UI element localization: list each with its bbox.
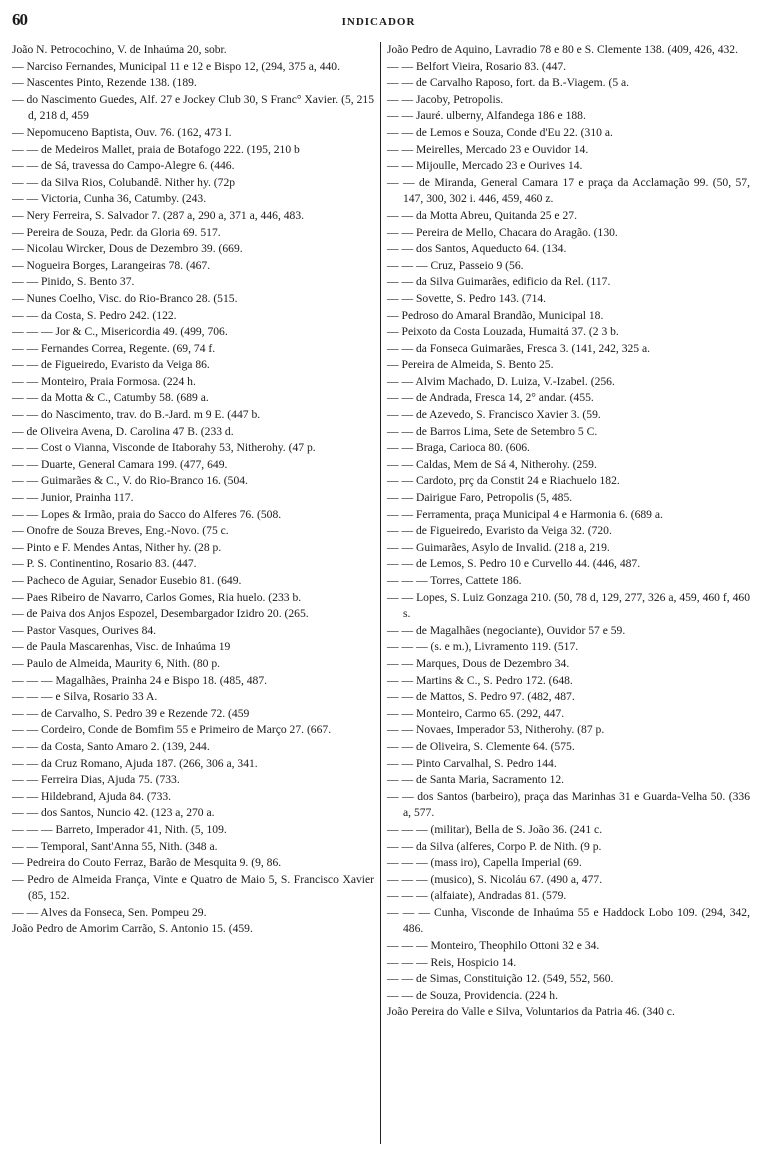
directory-entry: — — Belfort Vieira, Rosario 83. (447. bbox=[387, 59, 567, 73]
directory-entry: — — da Silva (alferes, Corpo P. de Nith. (9 p. bbox=[387, 839, 602, 853]
directory-entry: — — — (alfaiate), Andradas 81. (579. bbox=[387, 889, 567, 903]
directory-entry: — — da Silva Rios, Colubandê. Nither hy. (72p bbox=[12, 175, 236, 189]
directory-entry: — — de Simas, Constituição 12. (549, 552, 560. bbox=[387, 972, 614, 986]
directory-entry: — — de Azevedo, S. Francisco Xavier 3. (59. bbox=[387, 408, 601, 422]
directory-entry: — — de Medeiros Mallet, praia de Botafogo 222. (195, 210 b bbox=[12, 142, 300, 156]
directory-entry: — — Temporal, Sant'Anna 55, Nith. (348 a. bbox=[12, 839, 218, 853]
directory-entry: — — Victoria, Cunha 36, Catumby. (243. bbox=[12, 192, 207, 206]
directory-entry: — — da Cruz Romano, Ajuda 187. (266, 306 a, 341. bbox=[12, 756, 258, 770]
directory-entry: — P. S. Continentino, Rosario 83. (447. bbox=[12, 557, 197, 571]
directory-entry: — Nery Ferreira, S. Salvador 7. (287 a, 290 a, 371 a, 446, 483. bbox=[12, 208, 305, 222]
directory-columns bbox=[12, 42, 750, 1144]
directory-entry: — — Cost o Vianna, Visconde de Itaborahy 53, Nitherohy. (47 p. bbox=[12, 441, 316, 455]
left-column bbox=[12, 42, 381, 1144]
directory-entry: — Paulo de Almeida, Maurity 6, Nith. (80 p. bbox=[12, 656, 221, 670]
directory-entry: — — Pinido, S. Bento 37. bbox=[12, 275, 135, 289]
directory-entry: — de Paiva dos Anjos Espozel, Desembargador Izidro 20. (265. bbox=[12, 607, 309, 621]
directory-entry: — Pedro de Almeida França, Vinte e Quatro de Maio 5, S. Francisco Xavier (85, 152. bbox=[12, 872, 374, 903]
directory-entry: — — — (mass iro), Capella Imperial (69. bbox=[387, 856, 582, 870]
directory-entry: — Nunes Coelho, Visc. do Rio-Branco 28. (515. bbox=[12, 291, 238, 305]
directory-entry: — — — Torres, Cattete 186. bbox=[387, 574, 522, 587]
directory-entry: — — — Magalhães, Prainha 24 e Bispo 18. (485, 487. bbox=[12, 673, 268, 687]
directory-entry: — Pastor Vasques, Ourives 84. bbox=[12, 623, 157, 637]
directory-entry: — — Jacoby, Petropolis. bbox=[387, 92, 504, 106]
directory-entry: — — dos Santos, Aqueducto 64. (134. bbox=[387, 242, 567, 256]
directory-entry: — — Fernandes Correa, Regente. (69, 74 f. bbox=[12, 341, 216, 355]
directory-entry: — — de Mattos, S. Pedro 97. (482, 487. bbox=[387, 690, 575, 704]
directory-entry: — — dos Santos (barbeiro), praça das Marinhas 31 e Guarda-Velha 50. (336 a, 577. bbox=[387, 789, 750, 820]
directory-entry: — — de Figueiredo, Evaristo da Veiga 86. bbox=[12, 358, 210, 372]
directory-entry: — — — Reis, Hospicio 14. bbox=[387, 955, 517, 969]
directory-entry: — — Meirelles, Mercado 23 e Ouvidor 14. bbox=[387, 142, 589, 156]
directory-entry: — — — Cunha, Visconde de Inhaúma 55 e Haddock Lobo 109. (294, 342, 486. bbox=[387, 905, 750, 936]
directory-entry: — — Pereira de Mello, Chacara do Aragão. (130. bbox=[387, 225, 618, 239]
directory-entry: — — Guimarães & C., V. do Rio-Branco 16. (504. bbox=[12, 474, 248, 488]
directory-entry: — Nicolau Wircker, Dous de Dezembro 39. (669. bbox=[12, 242, 243, 256]
directory-entry: João Pereira do Valle e Silva, Voluntarios da Patria 46. (340 c. bbox=[387, 1005, 675, 1019]
directory-entry: João Pedro de Amorim Carrão, S. Antonio 15. (459. bbox=[12, 922, 253, 936]
directory-entry: — — Sovette, S. Pedro 143. (714. bbox=[387, 291, 547, 305]
directory-entry: — Nogueira Borges, Larangeiras 78. (467. bbox=[12, 258, 211, 272]
directory-entry: — Pacheco de Aguiar, Senador Eusebio 81. (649. bbox=[12, 574, 242, 587]
directory-entry: — — de Santa Maria, Sacramento 12. bbox=[387, 773, 565, 787]
directory-entry: — Pinto e F. Mendes Antas, Nither hy. (28 p. bbox=[12, 540, 222, 554]
directory-entry: — — de Magalhães (negociante), Ouvidor 57 e 59. bbox=[387, 623, 626, 637]
directory-entry: — Peixoto da Costa Louzada, Humaitá 37. (2 3 b. bbox=[387, 325, 619, 339]
directory-entry: — — Novaes, Imperador 53, Nitherohy. (87 p. bbox=[387, 723, 605, 737]
directory-entry: — Pedroso do Amaral Brandão, Municipal 18. bbox=[387, 308, 604, 322]
directory-entry: — — Caldas, Mem de Sá 4, Nitherohy. (259. bbox=[387, 457, 597, 471]
directory-entry: — — da Fonseca Guimarães, Fresca 3. (141, 242, 325 a. bbox=[387, 341, 651, 355]
directory-entry: — — Hildebrand, Ajuda 84. (733. bbox=[12, 789, 172, 803]
directory-entry: — — — Monteiro, Theophilo Ottoni 32 e 34. bbox=[387, 939, 600, 953]
directory-entry: — — da Silva Guimarães, edificio da Rel. (117. bbox=[387, 275, 611, 289]
directory-entry: — de Oliveira Avena, D. Carolina 47 B. (233 d. bbox=[12, 424, 234, 438]
directory-entry: — — da Motta & C., Catumby 58. (689 a. bbox=[12, 391, 209, 405]
directory-entry: — — Cordeiro, Conde de Bomfim 55 e Primeiro de Março 27. (667. bbox=[12, 723, 332, 737]
right-column bbox=[381, 42, 750, 1144]
running-title: INDICADOR bbox=[341, 16, 416, 28]
directory-entry: — Paes Ribeiro de Navarro, Carlos Gomes, Ria huelo. (233 b. bbox=[12, 590, 302, 604]
directory-entry: — — Ferramenta, praça Municipal 4 e Harmonia 6. (689 a. bbox=[387, 507, 663, 521]
directory-entry: — — Lopes, S. Luiz Gonzaga 210. (50, 78 d, 129, 277, 326 a, 459, 460 f, 460 s. bbox=[387, 590, 750, 621]
directory-entry: — — Braga, Carioca 80. (606. bbox=[387, 441, 530, 455]
directory-entry: — Pereira de Souza, Pedr. da Gloria 69. 517. bbox=[12, 225, 221, 239]
directory-entry: — — — (musico), S. Nicoláu 67. (490 a, 477. bbox=[387, 872, 603, 886]
directory-entry: — Narciso Fernandes, Municipal 11 e 12 e Bispo 12, (294, 375 a, 440. bbox=[12, 59, 341, 73]
directory-entry: — — — Cruz, Passeio 9 (56. bbox=[387, 258, 524, 272]
directory-entry: — Onofre de Souza Breves, Eng.-Novo. (75 c. bbox=[12, 524, 229, 538]
directory-entry: — — de Oliveira, S. Clemente 64. (575. bbox=[387, 739, 575, 753]
directory-entry: — — Alves da Fonseca, Sen. Pompeu 29. bbox=[12, 905, 207, 919]
directory-entry: — Pedreira do Couto Ferraz, Barão de Mesquita 9. (9, 86. bbox=[12, 856, 282, 870]
directory-entry: — de Paula Mascarenhas, Visc. de Inhaúma 19 bbox=[12, 640, 231, 654]
directory-entry: — — de Andrada, Fresca 14, 2° andar. (455. bbox=[387, 391, 594, 405]
directory-entry: — Nepomuceno Baptista, Ouv. 76. (162, 473 I. bbox=[12, 125, 232, 139]
directory-entry: — — de Souza, Providencia. (224 h. bbox=[387, 988, 558, 1002]
directory-entry: — — Ferreira Dias, Ajuda 75. (733. bbox=[12, 773, 180, 787]
directory-entry: — — Marques, Dous de Dezembro 34. bbox=[387, 656, 570, 670]
directory-entry: — — de Lemos e Souza, Conde d'Eu 22. (310 a. bbox=[387, 125, 613, 139]
directory-entry: — — de Figueiredo, Evaristo da Veiga 32. (720. bbox=[387, 524, 612, 538]
directory-entry: — — Jauré. ulberny, Alfandega 186 e 188. bbox=[387, 109, 586, 123]
directory-entry: — Pereira de Almeida, S. Bento 25. bbox=[387, 358, 554, 372]
directory-entry: — — — (s. e m.), Livramento 119. (517. bbox=[387, 640, 579, 654]
directory-entry: — — de Sá, travessa do Campo-Alegre 6. (446. bbox=[12, 159, 235, 173]
directory-entry: — — de Miranda, General Camara 17 e praça da Acclamação 99. (50, 57, 147, 300, 302 i. 446, 459, 460 z. bbox=[387, 175, 750, 206]
directory-entry: — — dos Santos, Nuncio 42. (123 a, 270 a. bbox=[12, 806, 215, 820]
page-number: 60 bbox=[12, 10, 27, 29]
directory-entry: — do Nascimento Guedes, Alf. 27 e Jockey Club 30, S Franc° Xavier. (5, 215 d, 218 d, 459 bbox=[12, 92, 374, 123]
directory-entry: João N. Petrocochino, V. de Inhaúma 20, sobr. bbox=[12, 43, 227, 56]
directory-entry: — — Cardoto, prç da Constit 24 e Riachuelo 182. bbox=[387, 474, 620, 488]
directory-entry: — — Pinto Carvalhal, S. Pedro 144. bbox=[387, 756, 557, 770]
directory-entry: — — — Jor & C., Misericordia 49. (499, 706. bbox=[12, 325, 228, 339]
directory-entry: — — de Carvalho, S. Pedro 39 e Rezende 72. (459 bbox=[12, 706, 250, 720]
directory-entry: — — Guimarães, Asylo de Invalid. (218 a, 219. bbox=[387, 540, 610, 554]
directory-entry: — — de Barros Lima, Sete de Setembro 5 C. bbox=[387, 424, 598, 438]
directory-entry: — — da Costa, S. Pedro 242. (122. bbox=[12, 308, 177, 322]
directory-entry: — — do Nascimento, trav. do B.-Jard. m 9 E. (447 b. bbox=[12, 408, 261, 422]
directory-entry: — — Duarte, General Camara 199. (477, 649. bbox=[12, 457, 228, 471]
directory-entry: — — de Lemos, S. Pedro 10 e Curvello 44. (446, 487. bbox=[387, 557, 641, 571]
directory-entry: — — Martins & C., S. Pedro 172. (648. bbox=[387, 673, 573, 687]
directory-entry: — Nascentes Pinto, Rezende 138. (189. bbox=[12, 76, 197, 90]
directory-entry: — — Mijoulle, Mercado 23 e Ourives 14. bbox=[387, 159, 583, 173]
directory-entry: — — de Carvalho Raposo, fort. da B.-Viagem. (5 a. bbox=[387, 76, 630, 90]
directory-entry: João Pedro de Aquino, Lavradio 78 e 80 e S. Clemente 138. (409, 426, 432. bbox=[387, 43, 738, 56]
directory-entry: — — Lopes & Irmão, praia do Sacco do Alferes 76. (508. bbox=[12, 507, 282, 521]
directory-entry: — — Monteiro, Carmo 65. (292, 447. bbox=[387, 706, 565, 720]
directory-entry: — — — Barreto, Imperador 41, Nith. (5, 109. bbox=[12, 822, 227, 836]
directory-entry: — — da Motta Abreu, Quitanda 25 e 27. bbox=[387, 208, 577, 222]
directory-entry: — — — (militar), Bella de S. João 36. (241 c. bbox=[387, 822, 603, 836]
directory-entry: — — Dairigue Faro, Petropolis (5, 485. bbox=[387, 491, 573, 505]
directory-entry: — — Junior, Prainha 117. bbox=[12, 491, 134, 505]
directory-entry: — — — e Silva, Rosario 33 A. bbox=[12, 690, 158, 704]
directory-entry: — — da Costa, Santo Amaro 2. (139, 244. bbox=[12, 739, 210, 753]
directory-entry: — — Alvim Machado, D. Luiza, V.-Izabel. (256. bbox=[387, 374, 615, 388]
directory-entry: — — Monteiro, Praia Formosa. (224 h. bbox=[12, 374, 196, 388]
